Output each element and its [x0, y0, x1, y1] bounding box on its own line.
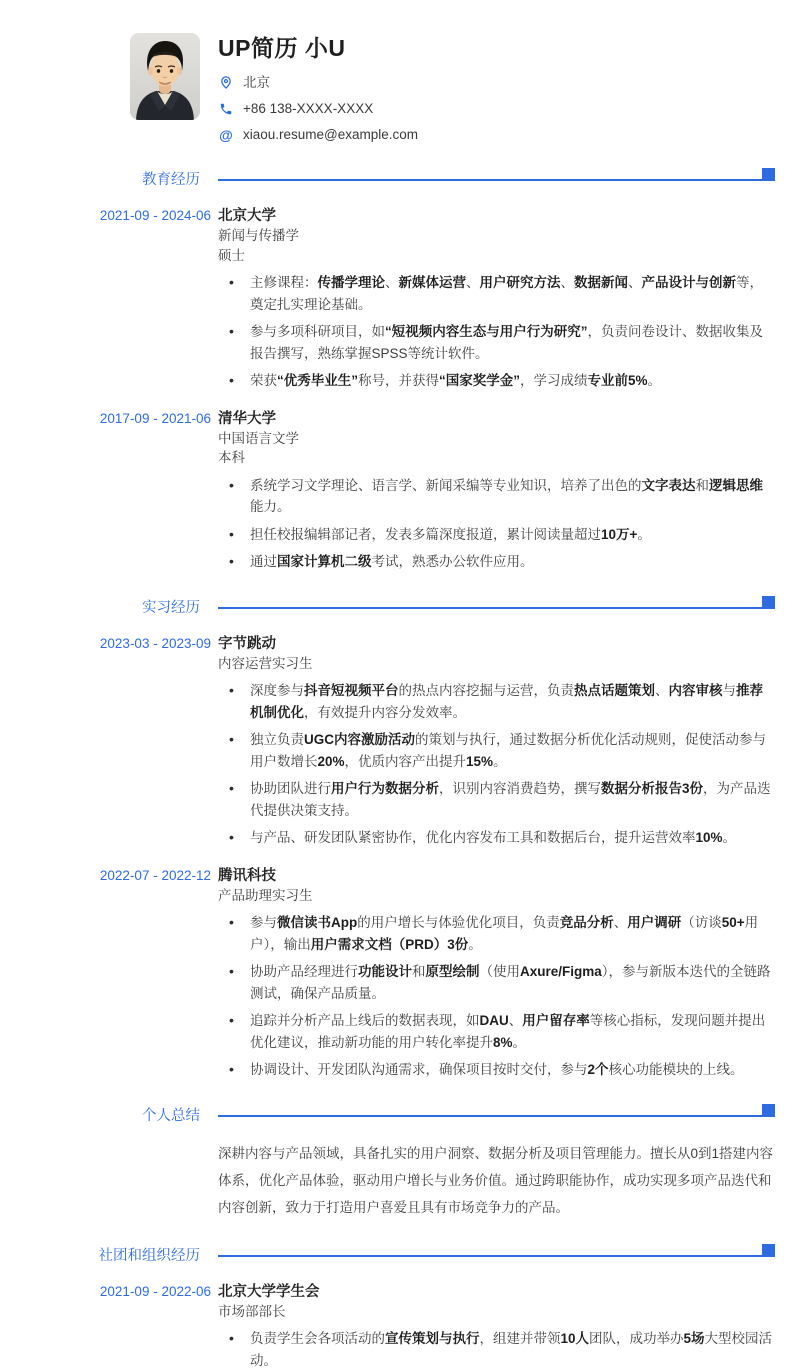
- section-divider-line: [218, 607, 775, 609]
- summary-paragraph: 深耕内容与产品领域，具备扎实的用户洞察、数据分析及项目管理能力。擅长从0到1搭建内容体系，优化产品体验，驱动用户增长与业务价值。通过跨职能协作，成功实现多项产品迭代和内容创新，致力于打造用户喜爱且具有市场竞争力的产品。: [218, 1145, 774, 1215]
- resume-header: [130, 33, 775, 145]
- profile-photo: [130, 33, 200, 120]
- bullet-item: • 担任校报编辑部记者，发表多篇深度报道，累计阅读量超过10万+。: [218, 524, 775, 546]
- entry-bullets: [218, 912, 775, 1081]
- section-divider-line: [218, 1255, 775, 1257]
- section-accent-square: [762, 596, 775, 609]
- sections: [0, 170, 799, 1371]
- entry-bullets: [218, 680, 775, 849]
- resume-entry: [0, 206, 799, 392]
- profile-photo-illustration: [130, 33, 200, 120]
- entry-bullets: [218, 272, 775, 392]
- email-icon: @: [219, 127, 233, 144]
- entry-subtitle: 市场部部长: [218, 1303, 286, 1319]
- bullet-item: • 独立负责UGC内容激励活动的策划与执行，通过数据分析优化活动规则，促使活动参与用户数增长20%，优质内容产出提升15%。: [218, 729, 775, 772]
- entry-body: [218, 866, 799, 1081]
- section-header: [0, 598, 799, 618]
- entry-bullets: [218, 475, 775, 573]
- entry-date-range: 2017-09 - 2021-06: [99, 410, 211, 426]
- bullet-item: • 追踪并分析产品上线后的数据表现，如DAU、用户留存率等核心指标，发现问题并提出优化建议，推动新功能的用户转化率提升8%。: [218, 1010, 775, 1053]
- entry-subtitle: 内容运营实习生: [218, 655, 313, 671]
- entry-subtitle-lines: [218, 1302, 775, 1322]
- section-header: [0, 1246, 799, 1266]
- entry-date-range: 2022-07 - 2022-12: [99, 867, 211, 883]
- entry-date-range: 2021-09 - 2024-06: [99, 208, 211, 224]
- bullet-item: • 通过国家计算机二级考试，熟悉办公软件应用。: [218, 551, 775, 573]
- entry-body: [218, 206, 799, 392]
- bullet-item: • 协助产品经理进行功能设计和原型绘制（使用Axure/Figma），参与新版本迭代的全链路测试，确保产品质量。: [218, 961, 775, 1004]
- entry-subtitle-lines: [218, 226, 775, 265]
- entry-subtitle-lines: [218, 654, 775, 674]
- section-accent-square: [762, 168, 775, 181]
- section-divider-line: [218, 1115, 775, 1117]
- resume-entry: [0, 866, 799, 1081]
- entry-subtitle: 产品助理实习生: [218, 887, 313, 903]
- bullet-item: • 负责学生会各项活动的宣传策划与执行，组建并带领10人团队，成功举办5场大型校园活动。: [218, 1328, 775, 1371]
- resume-section: [0, 1246, 799, 1371]
- bullet-item: • 深度参与抖音短视频平台的热点内容挖掘与运营，负责热点话题策划、内容审核与推荐机制优化，有效提升内容分发效率。: [218, 680, 775, 723]
- entry-organization: 字节跳动: [218, 635, 276, 652]
- section-divider-line: [218, 179, 775, 181]
- bullet-item: • 荣获“优秀毕业生”称号，并获得“国家奖学金”，学习成绩专业前5%。: [218, 370, 775, 392]
- entry-date-range: 2021-09 - 2022-06: [99, 1283, 211, 1299]
- contact-email: [218, 125, 418, 145]
- contact-phone: [218, 99, 418, 119]
- section-accent-square: [762, 1244, 775, 1257]
- header-info: [218, 33, 418, 145]
- email-text: xiaou.resume@example.com: [243, 127, 419, 143]
- location-text: 北京: [243, 74, 270, 90]
- section-title: 社团和组织经历: [98, 1247, 200, 1264]
- section-title: 实习经历: [142, 599, 200, 616]
- candidate-name: UP简历 小U: [218, 35, 346, 61]
- bullet-item: • 参与微信读书App的用户增长与体验优化项目，负责竞品分析、用户调研（访谈50+用户），输出用户需求文档（PRD）3份。: [218, 912, 775, 955]
- entry-subtitle-lines: [218, 886, 775, 906]
- resume-entry: [0, 1282, 799, 1371]
- section-body: [0, 1142, 799, 1221]
- entry-date-range: 2023-03 - 2023-09: [99, 635, 211, 651]
- bullet-item: • 与产品、研发团队紧密协作，优化内容发布工具和数据后台，提升运营效率10%。: [218, 827, 775, 849]
- section-title: 个人总结: [142, 1107, 200, 1124]
- resume-section: [0, 1106, 799, 1221]
- section-accent-square: [762, 1104, 775, 1117]
- section-body: [0, 1282, 799, 1371]
- section-body: [0, 634, 799, 1081]
- entry-body: [218, 409, 799, 573]
- bullet-item: • 系统学习文学理论、语言学、新闻采编等专业知识，培养了出色的文字表达和逻辑思维能力。: [218, 475, 775, 518]
- phone-icon: [218, 101, 234, 117]
- entry-organization: 腾讯科技: [218, 867, 276, 884]
- entry-subtitle: 中国语言文学: [218, 430, 299, 446]
- entry-body: [218, 1282, 799, 1371]
- section-header: [0, 1106, 799, 1126]
- phone-text: +86 138-XXXX-XXXX: [243, 100, 374, 116]
- bullet-item: • 参与多项科研项目，如“短视频内容生态与用户行为研究”，负责问卷设计、数据收集及报告撰写，熟练掌握SPSS等统计软件。: [218, 321, 775, 364]
- entry-organization: 北京大学学生会: [218, 1283, 320, 1300]
- contact-location: [218, 73, 418, 93]
- bullet-item: • 协调设计、开发团队沟通需求，确保项目按时交付，参与2个核心功能模块的上线。: [218, 1059, 775, 1081]
- entry-organization: 北京大学: [218, 208, 276, 225]
- location-icon: [218, 75, 234, 91]
- section-body: [0, 206, 799, 573]
- entry-subtitle: 本科: [218, 450, 245, 466]
- resume-section: [0, 170, 799, 573]
- entry-body: [218, 634, 799, 849]
- summary-row: [0, 1142, 799, 1221]
- entry-subtitle: 硕士: [218, 247, 245, 263]
- bullet-item: • 协助团队进行用户行为数据分析，识别内容消费趋势，撰写数据分析报告3份，为产品迭代提供决策支持。: [218, 778, 775, 821]
- resume-section: [0, 598, 799, 1081]
- section-title: 教育经历: [142, 172, 200, 189]
- resume-entry: [0, 634, 799, 849]
- entry-subtitle: 新闻与传播学: [218, 228, 299, 244]
- entry-organization: 清华大学: [218, 410, 276, 427]
- entry-bullets: [218, 1328, 775, 1371]
- section-header: [0, 170, 799, 190]
- resume-entry: [0, 409, 799, 573]
- entry-subtitle-lines: [218, 429, 775, 468]
- bullet-item: • 主修课程：传播学理论、新媒体运营、用户研究方法、数据新闻、产品设计与创新等，奠定扎实理论基础。: [218, 272, 775, 315]
